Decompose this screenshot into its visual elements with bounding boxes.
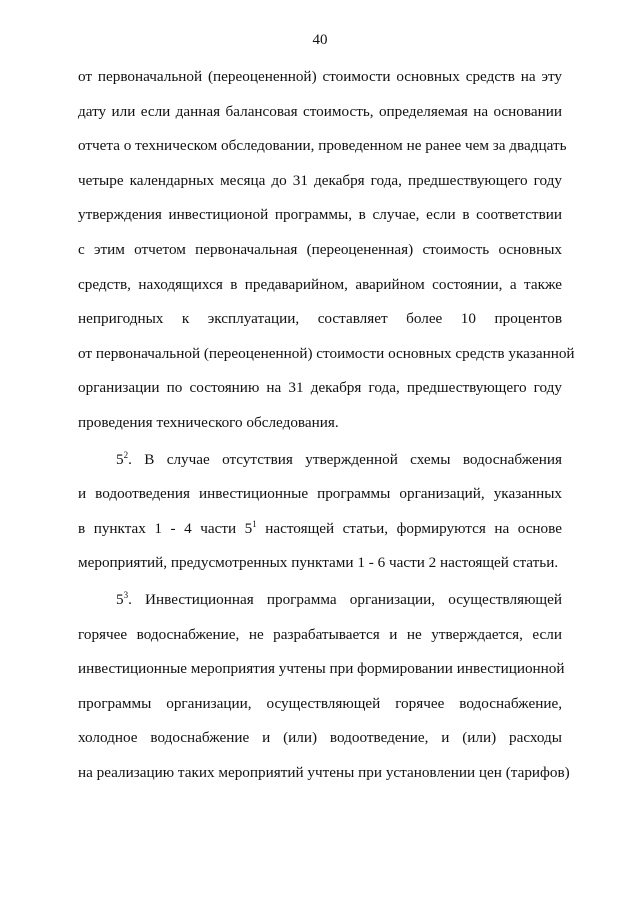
text-line: программы организации, осуществляющей горячее водоснабжение, [78, 694, 562, 712]
text-line: с этим отчетом первоначальная (переоцененная) стоимость основных [78, 240, 562, 258]
text-line [78, 512, 562, 547]
text-line: четыре календарных месяца до 31 декабря года, предшествующего году [78, 171, 562, 189]
text-line: мероприятий, предусмотренных пунктами 1 - 6 части 2 настоящей статьи. [78, 554, 559, 572]
text-line: инвестиционные мероприятия учтены при формировании инвестиционной [78, 660, 565, 678]
text-line: непригодных к эксплуатации, составляет более 10 процентов [78, 310, 562, 328]
paragraph-number: 5 [116, 450, 124, 468]
text-line: проведения технического обследования. [78, 413, 339, 431]
text-line: горячее водоснабжение, не разрабатывается и не утверждается, если [78, 625, 562, 643]
text-line: средств, находящихся в предаварийном, аварийном состоянии, а также [78, 275, 562, 293]
paragraph-number: 5 [116, 590, 124, 608]
text-line: и водоотведения инвестиционные программы организаций, указанных [78, 485, 562, 503]
text-line: на реализацию таких мероприятий учтены при установлении цен (тарифов) [78, 763, 570, 781]
text-line: отчета о техническом обследовании, проведенном не ранее чем за двадцать [78, 137, 567, 155]
text-line: холодное водоснабжение и (или) водоотведение, и (или) расходы [78, 729, 562, 747]
paragraph-first-line [78, 583, 562, 618]
text-fragment: в пунктах 1 - 4 части 5 [78, 519, 253, 537]
superscript: 1 [252, 518, 257, 529]
paragraph-number-superscript: 3 [123, 589, 129, 600]
paragraph-first-line-text: . В случае отсутствия утвержденной схемы водоснабжения [128, 450, 562, 468]
text-line: утверждения инвестиционой программы, в случае, если в соответствии [78, 206, 562, 224]
paragraph-continuation [78, 60, 575, 441]
text-line: от первоначальной (переоцененной) стоимости основных средств указанной [78, 344, 575, 362]
document-body [78, 60, 575, 790]
paragraph-5-2 [78, 443, 562, 581]
paragraph-first-line [78, 443, 562, 478]
text-fragment: настоящей статьи, формируются на основе [256, 519, 562, 537]
paragraph-first-line-text: . Инвестиционная программа организации, осуществляющей [128, 590, 562, 608]
paragraph-number-superscript: 2 [123, 449, 129, 460]
paragraph-5-3 [78, 583, 570, 791]
text-line: от первоначальной (переоцененной) стоимости основных средств на эту [78, 68, 562, 85]
page-number: 40 [312, 32, 328, 48]
text-line: дату или если данная балансовая стоимость, определяемая на основании [78, 102, 562, 120]
text-line: организации по состоянию на 31 декабря года, предшествующего году [78, 379, 562, 397]
